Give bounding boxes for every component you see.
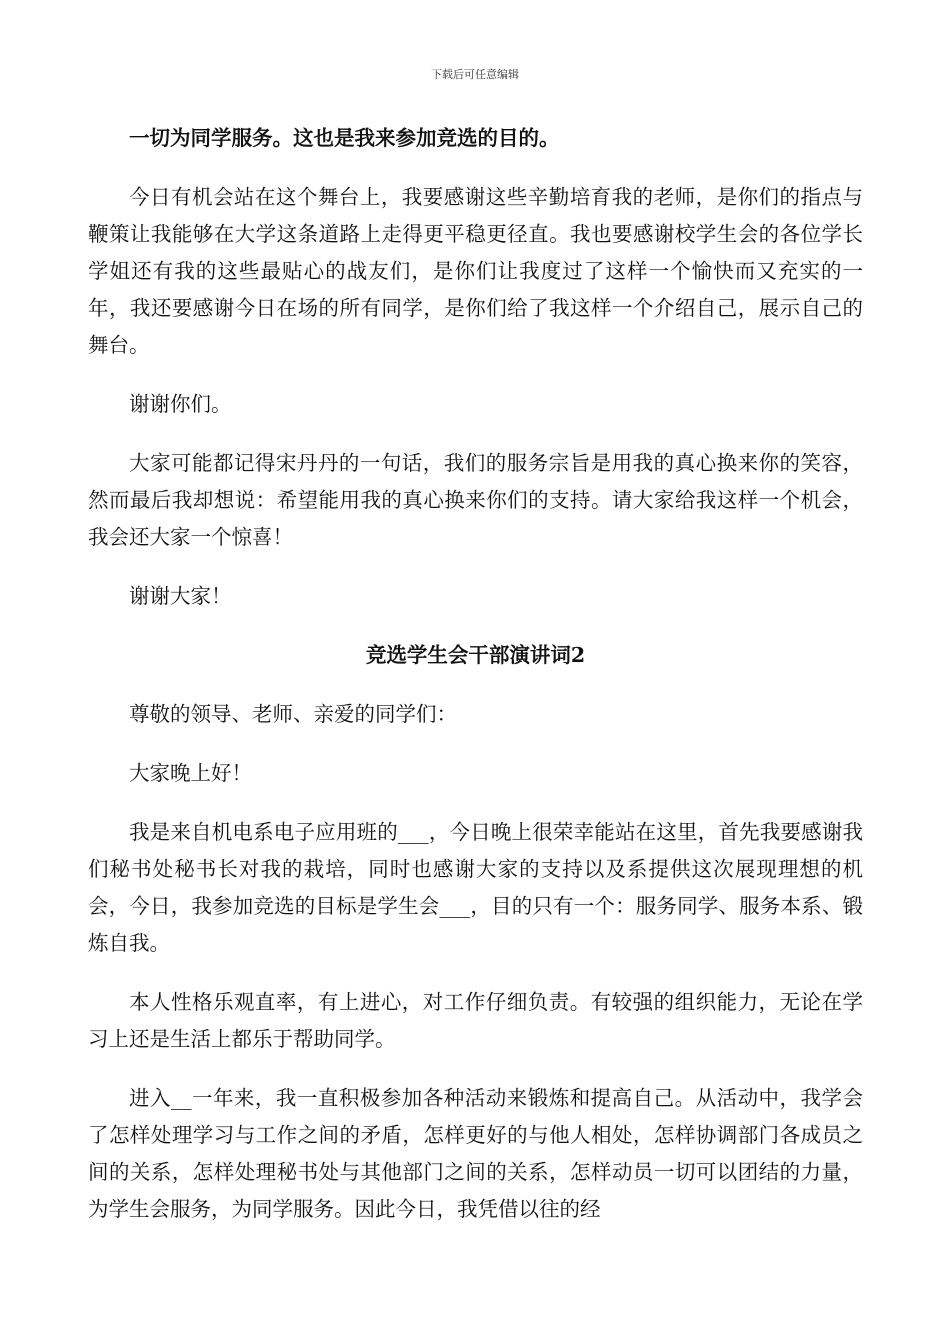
page-header-note: 下载后可任意编辑: [431, 68, 519, 81]
paragraph-salutation: 尊敬的领导、老师、亲爱的同学们：: [129, 702, 457, 726]
document-body: [88, 120, 863, 1250]
section-title: 竞选学生会干部演讲词2: [365, 643, 586, 667]
paragraph-greeting: 大家晚上好！: [129, 761, 252, 785]
paragraph-closing-purpose: 一切为同学服务。这也是我来参加竞选的目的。: [129, 126, 560, 150]
paragraph-support-request: 大家可能都记得宋丹丹的一句话，我们的服务宗旨是用我的真心换来你的笑容，然而最后我却想说：希望能用我的真心换来你们的支持。请大家给我这样一个机会，我会还大家一个惊喜！: [88, 451, 863, 549]
paragraph-experience: 进入__一年来，我一直积极参加各种活动来锻炼和提高自己。从活动中，我学会了怎样处理学习与工作之间的矛盾，怎样更好的与他人相处，怎样协调部门各成员之间的关系，怎样处理秘书处与其他部门之间的关系，怎样动员一切可以团结的力量，为学生会服务，为同学服务。因此今日，我凭借以往的经: [88, 1086, 863, 1221]
paragraph-thank-you: 谢谢你们。: [129, 392, 232, 416]
paragraph-thanks-all: 谢谢大家！: [129, 584, 232, 608]
paragraph-thanks-teachers: 今日有机会站在这个舞台上，我要感谢这些辛勤培育我的老师，是你们的指点与鞭策让我能够在大学这条道路上走得更平稳更径直。我也要感谢校学生会的各位学长学姐还有我的这些最贴心的战友们，是你们让我度过了这样一个愉快而又充实的一年，我还要感谢今日在场的所有同学，是你们给了我这样一个介绍自己，展示自己的舞台。: [88, 185, 863, 357]
paragraph-introduction: 我是来自机电系电子应用班的___，今日晚上很荣幸能站在这里，首先我要感谢我们秘书处秘书长对我的栽培，同时也感谢大家的支持以及系提供这次展现理想的机会，今日，我参加竞选的目标是学生会___，目的只有一个：服务同学、服务本系、锻炼自我。: [88, 820, 863, 955]
paragraph-personality: 本人性格乐观直率，有上进心，对工作仔细负责。有较强的组织能力，无论在学习上还是生活上都乐于帮助同学。: [88, 990, 863, 1051]
